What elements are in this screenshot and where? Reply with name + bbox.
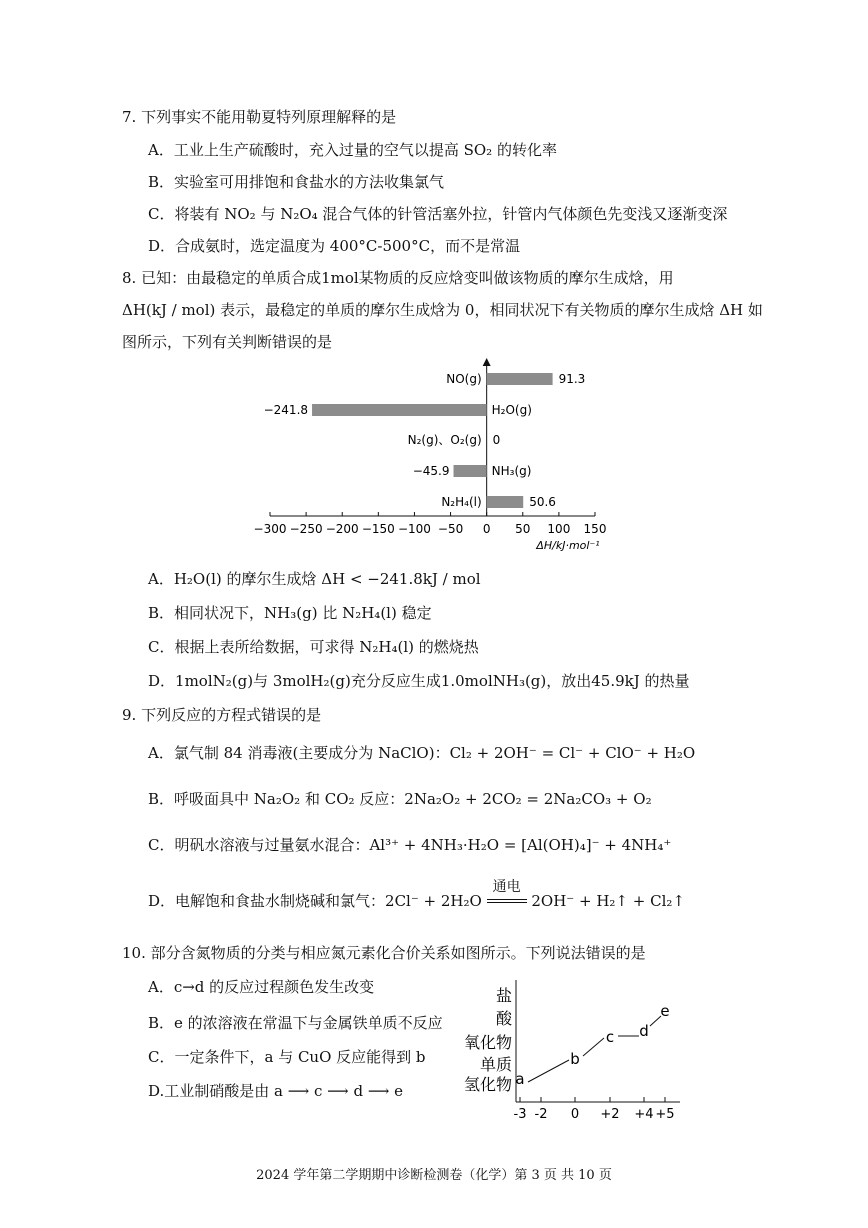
q8-option-a: A．H₂O(l) 的摩尔生成焓 ΔH < −241.8kJ / mol — [148, 570, 481, 588]
x-tick-label: −150 — [361, 522, 395, 536]
valence-tick-label: +5 — [655, 1107, 675, 1122]
valence-tick-label: 0 — [570, 1107, 580, 1122]
x-tick-label: −250 — [289, 522, 323, 536]
q8-stem-line3: 图所示，下列有关判断错误的是 — [122, 333, 333, 351]
category-axis-label: 单质 — [479, 1055, 512, 1074]
x-tick-label: 50 — [515, 522, 531, 536]
value-label: 91.3 — [558, 372, 586, 386]
x-tick-label: −200 — [325, 522, 359, 536]
segment-b-c — [583, 1038, 604, 1056]
valence-category-chart — [448, 980, 688, 1125]
point-label-c: c — [605, 1028, 615, 1046]
q7-option-a: A．工业上生产硫酸时，充入过量的空气以提高 SO₂ 的转化率 — [148, 141, 557, 159]
q7-option-c: C．将装有 NO₂ 与 N₂O₄ 混合气体的针管活塞外拉，针管内气体颜色先变浅又逐渐变深 — [148, 205, 728, 223]
category-axis-label: 氧化物 — [463, 1033, 512, 1052]
category-label: NO(g) — [446, 372, 482, 386]
segment-d-e — [650, 1016, 661, 1026]
x-tick-label: 150 — [583, 522, 607, 536]
x-axis-title: ΔH/kJ·mol⁻¹ — [536, 539, 600, 552]
q10-option-b: B．e 的浓溶液在常温下与金属铁单质不反应 — [148, 1014, 443, 1032]
q7-option-b: B．实验室可用排饱和食盐水的方法收集氯气 — [148, 173, 445, 191]
value-label: −241.8 — [263, 403, 309, 417]
q8-option-d: D．1molN₂(g)与 3molH₂(g)充分反应生成1.0molNH₃(g)，放出45.9kJ 的热量 — [148, 672, 690, 690]
bar — [487, 373, 553, 385]
electrolysis-label: 通电 — [492, 879, 521, 895]
q9-option-c: C．明矾水溶液与过量氨水混合：Al³⁺ + 4NH₃·H₂O = [Al(OH)₄]⁻ + 4NH₄⁺ — [148, 836, 672, 854]
q9-option-b: B．呼吸面具中 Na₂O₂ 和 CO₂ 反应：2Na₂O₂ + 2CO₂ = 2Na₂CO₃ + O₂ — [148, 790, 652, 808]
equals-sign — [487, 899, 527, 903]
bar — [454, 465, 487, 477]
value-label: 50.6 — [529, 495, 556, 509]
bar — [487, 496, 524, 508]
enthalpy-bar-chart — [250, 358, 620, 558]
y-axis-arrow — [483, 358, 491, 366]
category-axis-label: 氢化物 — [463, 1075, 512, 1094]
category-label: N₂(g)、O₂(g) — [407, 433, 482, 447]
point-label-b: b — [570, 1050, 580, 1068]
category-axis-label: 盐 — [495, 986, 512, 1005]
valence-tick-label: -2 — [534, 1107, 548, 1122]
q10-option-c: C．一定条件下，a 与 CuO 反应能得到 b — [148, 1048, 426, 1066]
category-label: H₂O(g) — [491, 403, 532, 417]
category-label: N₂H₄(l) — [441, 495, 482, 509]
q8-stem-line1: 8. 已知：由最稳定的单质合成1mol某物质的反应焓变叫做该物质的摩尔生成焓，用 — [122, 269, 674, 287]
x-tick-label: −300 — [253, 522, 287, 536]
point-label-a: a — [515, 1070, 525, 1088]
q9-stem: 9. 下列反应的方程式错误的是 — [122, 706, 322, 724]
q9-option-d — [148, 879, 685, 912]
point-label-e: e — [660, 1002, 670, 1020]
x-tick-label: 0 — [482, 522, 491, 536]
segment-a-b — [528, 1060, 569, 1082]
category-axis-label: 酸 — [495, 1009, 512, 1028]
page-footer: 2024 学年第二学期期中诊断检测卷（化学）第 3 页 共 10 页 — [256, 1168, 612, 1183]
q10-stem: 10. 部分含氮物质的分类与相应氮元素化合价关系如图所示。下列说法错误的是 — [122, 944, 646, 962]
q7-stem: 7. 下列事实不能用勒夏特列原理解释的是 — [122, 108, 397, 126]
bar — [312, 404, 487, 416]
x-tick-label: 100 — [547, 522, 571, 536]
q7-option-d: D．合成氨时，选定温度为 400°C-500°C，而不是常温 — [148, 237, 521, 255]
electrolysis-condition — [487, 879, 527, 910]
q10-option-d: D.工业制硝酸是由 a ⟶ c ⟶ d ⟶ e — [148, 1082, 403, 1100]
value-label: 0 — [492, 433, 501, 447]
q8-option-b: B．相同状况下，NH₃(g) 比 N₂H₄(l) 稳定 — [148, 604, 432, 622]
point-label-d: d — [639, 1022, 649, 1040]
q10-option-a: A．c→d 的反应过程颜色发生改变 — [148, 978, 375, 996]
q9-option-a: A．氯气制 84 消毒液(主要成分为 NaClO)：Cl₂ + 2OH⁻ = Cl⁻ + ClO⁻ + H₂O — [148, 744, 696, 762]
valence-tick-label: -3 — [513, 1107, 527, 1122]
value-label: −45.9 — [412, 464, 450, 478]
q8-stem-line2: ΔH(kJ / mol) 表示，最稳定的单质的摩尔生成焓为 0，相同状况下有关物质的摩尔生成焓 ΔH 如 — [122, 301, 763, 319]
x-tick-label: −100 — [397, 522, 431, 536]
q9-option-d-products: 2OH⁻ + H₂↑ + Cl₂↑ — [531, 892, 685, 910]
x-tick-label: −50 — [437, 522, 464, 536]
q8-option-c: C．根据上表所给数据，可求得 N₂H₄(l) 的燃烧热 — [148, 638, 479, 656]
q9-option-d-text: D．电解饱和食盐水制烧碱和氯气：2Cl⁻ + 2H₂O — [148, 892, 482, 910]
valence-tick-label: +2 — [600, 1107, 620, 1122]
category-label: NH₃(g) — [491, 464, 532, 478]
valence-tick-label: +4 — [634, 1107, 654, 1122]
